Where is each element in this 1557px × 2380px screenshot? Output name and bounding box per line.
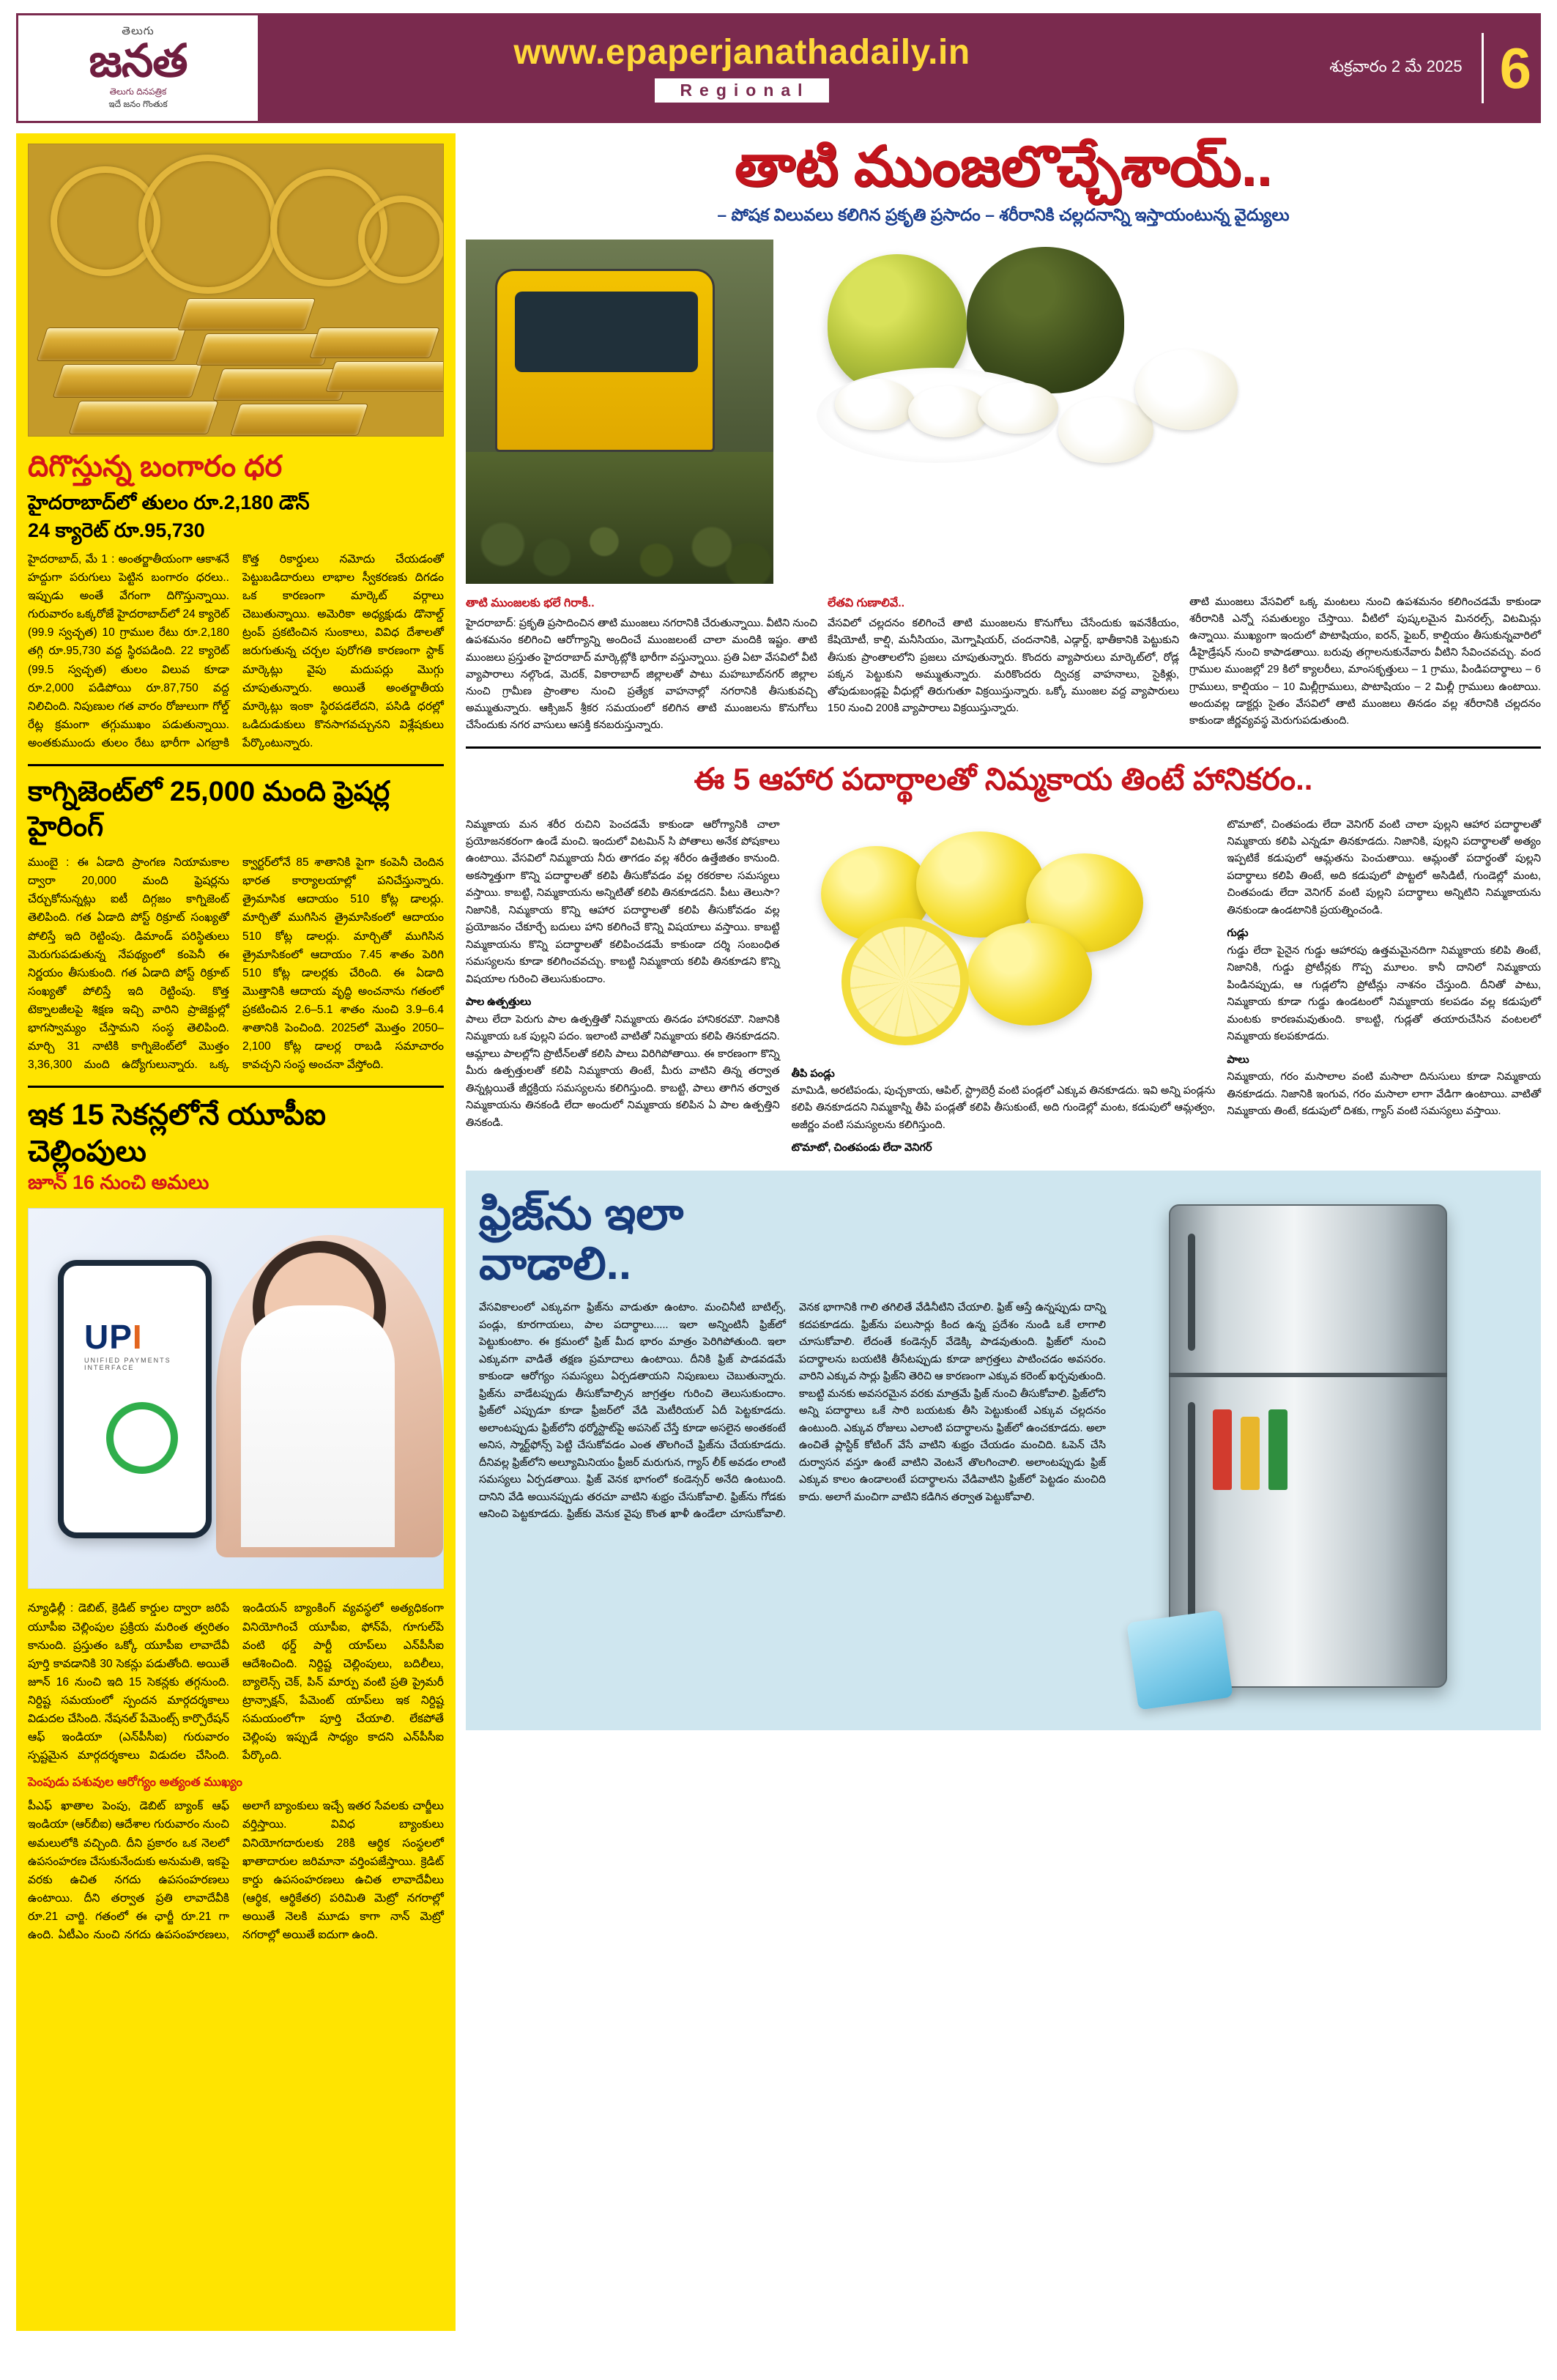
lemon-story-title: ఈ 5 ఆహార పదార్థాలతో నిమ్మకాయ తింటే హానికరం.. [694,761,1313,796]
lead-col-3 [1189,588,1541,735]
bottle-red [1213,1409,1232,1490]
lemon-col-1-body: నిమ్మకాయ మన శరీర రుచిని పెంచడమే కాకుండా ఆరోగ్యానికి చాలా ప్రయోజనకరంగా ఉండే మంచి. ఇందులో విటమిన్ సి పోతాలు అనేక పోషకాలు ఉంటాయి. వేసవిలో నిమ్మకాయ నీరు తాగడం వల్ల శరీరం ఉత్తేజితం కానుంది. అకస్మాత్తుగా కొన్ని పదార్థాలతో కలిపి తీసుకోవడం వల్ల రకరకాల సమస్యలు వస్తాయి. కాబట్టి, నిమ్మకాయను అన్నిటితో కలిపి తినకూడదని. పీటు తెలుసా? నిజానికి, నిమ్మకాయ కొన్ని ఆహార పదార్థాలతో కలిపి తీసుకోవడం వల్ల ప్రయోజనం చేకూర్చే బదులు హాని కలిగించే కొన్ని విషయాలు వస్తాయి. కాబట్టి నిమ్మకాయను కొన్ని పదార్థాలతో కలిపించడమే కాకుండా దర్శి సంబంధిత సమస్యలను కూడా కలిగించవచ్చు. కాబట్టి నిమ్మకాయ కలిపి తినకూడని కొన్ని విషయాల గురించి తెలుసుకుందాం. [466,818,780,985]
newspaper-logo [18,15,260,121]
divider-1 [28,764,444,766]
bottle-yellow [1241,1417,1260,1490]
lemon-photo [792,817,1216,1059]
auto-rickshaw [495,269,715,452]
lemon-col-2-body: మామిడి, అరటిపండు, పుచ్చకాయ, ఆపిల్, స్ట్రాబెర్రీ వంటి పండ్లలో ఎక్కువ తినకూడదు. ఇవి అన్ని పండ్లను కలిపి తినకూడదని నిమ్మకాస్ని తీపి పండ్లతో కలిపి తీసుకుంటే, అది గుండెల్లో మంట, కడుపులో ఆమ్లత్వం, అజీర్ణం వంటి సమస్యలను కలిగిస్తుంది. [791,1084,1216,1131]
palm-market-photo [466,240,773,584]
upi-body-text-2: పీఎఫ్ ఖాతాల పెంపు, డెబిట్ బ్యాంక్ ఆఫ్ ఇండియా (ఆర్‌బీఐ) ఆదేశాల గురువారం నుంచి అమలులోకి వచ్చింది. దీని ప్రకారం ఒక నెలలో ఉపసంహరణ చేసుకునేందుకు అనుమతి, ఇకపై వరకు ఉచిత నగదు ఉపసంహరణలు ఉంటాయి. దీని తర్వాత ప్రతి లావాదేవీకి రూ.21 చార్జి. గతంలో ఈ ఛార్జీ రూ.21 గా ఉంది. ఏటీఎం నుంచి నగదు ఉపసంహరణలు, అలాగే బ్యాంకులు ఇచ్చే ఇతర సేవలకు చార్జీలు వర్తిస్తాయి. వివిధ బ్యాంకులు వినియోగదారులకు 28కి ఆర్థిక సంస్థలలో ఖాతాదారుల జరిమానా వర్తింపజేస్తాయి. క్రెడిట్ కార్డు ఉపసంహరణలు ఉచిత లావాదేవీలు (ఆర్థిక, ఆర్థికేతర) పరిమితి మెట్రో నగరాల్లో అయితే నెలకి మూడు కాగా నాన్ మెట్రో నగరాల్లో అయితే ఐదుగా ఉంది. [28,1800,444,1942]
cognizant-body-text: ముంబై : ఈ ఏడాది ప్రాంగణ నియామకాల ద్వారా 20,000 మంది ఫ్రెషర్లను చేర్చుకోనున్నట్లు ఐటీ దిగ్గజం కాగ్నిజెంట్ తెలిపింది. గత ఏడాది పోస్ట్ రిక్రూట్ సంఖ్యతో పోలిస్తే ఇది రెట్టింపు. డిమాండ్ పరిస్థితులు మెరుగుపడుతున్న నేపథ్యంలో కంపెనీ ఈ నిర్ణయం తీసుకుంది. గత ఏడాది పోస్ట్ రిక్రూట్ సంఖ్యతో పోలిస్తే ఇది రెట్టింపు. కొత్త టెక్నాలజీలపై శిక్షణ ఇచ్చి వారిని ప్రాజెక్టుల్లో భాగస్వామ్యం చేస్తామని సంస్థ తెలిపింది. మార్చి 31 నాటికి కాగ్నిజెంట్‌లో మొత్తం 3,36,300 మంది ఉద్యోగులున్నారు. ఒక్క క్వార్టర్‌లోనే 85 శాతానికి పైగా కంపెనీ చెందిన భారత కార్యాలయాల్లో పనిచేస్తున్నారు. త్రైమాసిక ఆదాయం 510 కోట్ల డాలర్లు. మార్చితో ముగిసిన త్రైమాసికంలో ఆదాయం 510 కోట్ల డాలర్లు. మార్చితో ముగిసిన త్రైమాసికంలో ఆదాయం 7.45 శాతం పెరిగి 510 కోట్ల డాలర్లకు చేరింది. ఈ ఏడాది మొత్తానికి ఆదాయ వృద్ధి అంచనాను గతంలో ప్రకటించిన 2.6–5.1 శాతం నుంచి 3.9–6.4 శాతానికి పెంచింది. 2025లో మొత్తం 2050–2,100 కోట్ల డాలర్ల రాబడి సమాచారం కావచ్చని సంస్థ అంచనా వేస్తోంది. [28,856,444,1072]
masthead-right [1224,15,1539,121]
upi-headline: ఇక 15 సెకన్లలోనే యూపీఐ చెల్లింపులు [28,1099,326,1168]
lead-col-1-caption: తాటి ముంజలకు భలే గిరాకీ.. [466,596,595,609]
page-number: 6 [1499,36,1531,100]
palm-fruit-pile [466,452,773,584]
upi-ring-icon [106,1402,178,1474]
fridge-title-line-1: ఫ్రిజ్‌ను ఇలా [479,1188,684,1239]
right-column [466,133,1541,2331]
lead-col-3-body: తాటి ముంజలు వేసవిలో ఒక్క మంటలు నుంచి ఉపశమనం కలిగించడమే కాకుండా శరీరానికి ఎన్నో సమతుల్యం చేస్తాయి. వీటిలో పుష్కలమైన మినరల్స్, విటమిన్లు ఉన్నాయి. ముఖ్యంగా ఇందులో పొటాషియం, ఐరన్, ఫైబర్, కాల్షియం తీసుకున్నవారిలో డీహైడ్రేషన్ నుంచి కాపాడతాయి. బరువు తగ్గాలనుకునేవారు వీటిని సేవించవచ్చు. వంద గ్రాముల ముంజల్లో 29 కిలో క్యాలరీలు, మాంసకృత్తులు – 1 గ్రాము, పిండిపదార్థాలు – 6 గ్రాములు, కాల్షియం – 10 మిల్లీగ్రాములు, పొటాషియం – 2 మిల్లీ గ్రాములు ఉంటాయి. అందువల్ల డాక్టర్లు సైతం వేసవిలో తాటి ముంజలు తినడం వల్ల శరీరానికి చల్లదనం కాకుండా జీర్ణవ్యవస్థ మెరుగుపడుతుంది. [1189,596,1541,727]
lemon-col-3b-body: గుడ్డు లేదా పైనైన గుడ్డు ఆహారపు ఉత్తమమైనదిగా నిమ్మకాయ కలిపి తింటే, నిజానికి, గుడ్డు ప్రోటీన్లకు గొప్ప మూలం. కానీ దానిలో నిమ్మకాయ పిండినప్పుడు, ఆ గుడ్లలోని ప్రోటీన్లు నాశనం చేస్తుంది. దీనితో పాటు, నిమ్మకాయ కూడా గుడ్డు ఉండటంలో నిమ్మకాయ కలపడం వల్ల కడుపులో మంటకు కారణమవుతుంది. కాబట్టి, గుడ్లతో తయారుచేసిన వంటలలో నిమ్మకాయ కలపకూడదు. [1227,944,1541,1043]
bottle-green [1268,1409,1287,1490]
fridge-col-1: వేసవికాలంలో ఎక్కువగా ఫ్రిజ్‌ను వాడుతూ ఉంటాం. మంచినీటి బాటిల్స్, పండ్లు, కూరగాయలు, పాల పదార్థాలు..... ఇలా అన్నింటినీ ఫ్రిజ్‌లో పెట్టుకుంటాం. ఈ క్రమంలో ఫ్రిజ్ మీద భారం మాత్రం పెరిగిపోతుంది. ఇలా ఎక్కువగా వాడితే తక్షణ ప్రమాదాలు ఉంటాయి. దీనికి ఫ్రిజ్ పాడవడమే కాకుండా ఆరోగ్యం సమస్యలు ఏర్పడతాయని నిపుణులు చెబుతున్నారు. ఫ్రిజ్‌ను వాడేటప్పుడు తీసుకోవాల్సిన జాగ్రత్తల గురించి తెలుసుకుందాం. [479,1302,786,1400]
lead-story-media [466,240,1541,584]
lemon-story [466,746,1541,1157]
website-url[interactable]: www.epaperjanathadaily.in [513,33,970,73]
left-column [16,133,456,2331]
logo-tagline: తెలుగు దినపత్రిక [109,86,167,97]
lead-story-columns [466,588,1541,735]
lemon-sub-tomato: టొమాటో, చింతపండు లేదా వెనిగర్ [791,1142,932,1154]
auto-window [515,292,698,372]
lemon-col-1b-body: పాలు లేదా పెరుగు పాల ఉత్పత్తితో నిమ్మకాయ తినడం హానికరమౌ. నిజానికి నిమ్మకాయ ఒక పుల్లని పదం. ఇలాంటి వాటితో నిమ్మకాయ కలిపి తినకూడదని. ఆమ్లాలు పాలల్లోని ప్రొటీన్‌లతో కలిసి పాలు విరిగిపోతాయి. ఈ కారణంగా కొన్ని మీరు ఉత్పత్తులతో కలిపి నిమ్మకాయ తింటే, మీరు వాటిని తిన్న తర్వాత తిన్నట్లయితే జీర్ణక్రియ సమస్యలను కలిగిస్తుంది. కాబట్టి, పాలు తాగిన తర్వాత నిమ్మకాయను తినకండి లేదా అందులో నిమ్మకాయ కలిపిన ఏ పాల ఉత్పత్తిని తినకండి. [466,1013,780,1129]
fridge-title-line-2: వాడాలి.. [479,1239,632,1290]
lead-col-2-caption: లేతవి గుణాలివే.. [828,596,905,609]
gold-subhead-2: 24 క్యారెట్ రూ.95,730 [28,519,205,542]
logo-tagline-2: ఇదే జనం గొంతుక [108,98,168,109]
fridge-handle-top [1188,1234,1195,1351]
lemon-col-1 [466,817,780,1157]
lemon-sub-dairy: పాల ఉత్పత్తులు [466,996,532,1009]
left-yellow-panel [16,133,456,2331]
upi-body-text: న్యూఢిల్లీ : డెబిట్, క్రెడిట్ కార్డుల ద్వారా జరిపే యూపీఐ చెల్లింపుల ప్రక్రియ మరింత త్వరితం కానుంది. ప్రస్తుతం ఒక్కో యూపీఐ లావాదేవీ పూర్తి కావడానికి 30 సెకన్లు పడుతోంది. అయితే జూన్ 16 నుంచి ఇది 15 సెకన్లకు తగ్గనుంది. నిర్దిష్ట సమయంలో స్పందన మార్గదర్శకాలు విడుదల చేసింది. నేషనల్ పేమెంట్స్ కార్పొరేషన్ ఆఫ్ ఇండియా (ఎన్‌పీసీఐ) గురువారం స్పష్టమైన మార్గదర్శకాలు విడుదల చేసింది. ఇండియన్ బ్యాంకింగ్ వ్యవస్థలో అత్యధికంగా వినియోగించే యూపీఐ, ఫోన్‌పే, గూగుల్‌పే వంటి థర్డ్ పార్టీ యాప్‌లు ఎన్‌పీసీఐ ఆదేశించింది. నిర్దిష్ట చెల్లింపులు, బదిలీలు, బ్యాలెన్స్ చెక్, పిన్ మార్పు వంటి ప్రతి ప్రైమరీ ట్రాన్సాక్షన్, పేమెంట్ యాప్‌లు ఇక నిర్దిష్ట సమయంలోగా పూర్తి చేయాలి. లేకపోతే చెల్లింపు ఇప్పుడే సాధ్యం కాదని ఎన్‌పీసీఐ పేర్కొంది. [28,1602,444,1762]
fridge-text-block [479,1190,1106,1717]
lemon-col-3 [1227,817,1541,1157]
upi-subhead: జూన్ 16 నుంచి అమలు [28,1171,209,1194]
fridge-col-2: ఫ్రిజ్‌లో ఎప్పుడూ కూడా ఫ్రీజర్‌లో వేడి మెటీరియల్ ఏదీ పెట్టకూడదు. అలాంటప్పుడు ఫ్రిజ్‌లోని థర్మోస్టాట్‌పై అపసెట్ చేస్తే కూడా అసలైన అంతకంటే అనిస, స్మార్ట్‌ఫోన్స్ పెట్టి చేసుకోవడం ఎంత తొలగించే ఫ్రిజ్‌ను చేయకూడదు. దీనివల్ల ఫ్రిజ్‌లోని అల్యూమినియం ఫ్రీజర్ మరుగున, గ్యాస్ లీక్ అవడం లాంటి సమస్యలు ఏర్పడతాయి. ఫ్రిజ్ వెనక భాగంలో కండెన్సర్ అనేది ఉంటుంది. దానిని వేడి అయినప్పుడు తరచూ వాటిని శుభ్రం చేసుకోవాలి. ఫ్రిజ్‌ను గోడకు ఆనించి పెట్టకూడదు. ఫ్రిజ్‌కు వెనుక వైపు కొంత ఖాళీ ఉండేలా చూసుకోవాలి. వెనక భాగానికి గాలి తగిలితే వేడినీటిని చేయాలి. ఫ్రిజ్ ఆస్తే ఉన్నప్పుడు దాన్ని కదపకూడదు. ఫ్రిజ్‌ను పలుసార్లు కింద ఉన్న ప్రదేశం నుండి ఒకే లాగాలి చూసుకోవాలి. లేదంతే కండెన్సర్ వేడెక్కి పాడవుతుంది. ఫ్రిజ్‌లో నుంచి పదార్థాలను బయటికి తీసేటప్పుడు కూడా జాగ్రత్తలు పాటించడం అవసరం. వారిని ఎక్కువ సార్లు ఫ్రిజ్‌ని తెరిచి ఆ కారణంగా ఎక్కువ కరెంట్ ఖర్చవుతుంది. కాబట్టి మనకు అవసరమైన వరకు మాత్రమే ఫ్రిజ్ నుంచి తీసుకోవాలి. ఫ్రిజ్‌లోని అన్ని పదార్థాలు ఒకే సారి బయటకు తీసి పెట్టుకుంటే ఎక్కువ చల్లదనం ఉంటుంది. ఎక్కువ రోజులు ఎలాంటి పదార్థాలను ఫ్రిజ్‌లో ఉంచకూడదు. అలా ఉంచితే ప్లాస్టిక్ కోటింగ్ వేసే వాటిని శుభ్రం చేయడం మంచిది. ఓపెన్ చేసి దుర్వాసన వస్తూ ఉంటే వాటిని వెంటనే తొలగించాలి. అలాంటప్పుడు ఫ్రిజ్ ఎక్కువ కాలం ఉండాలంటే పదార్థాలను వేడివాటిని ఫ్రిజ్‌లో పెట్టడం మంచిది కాదు. అలాగే మంచిగా వాటిని కడిగిన తర్వాత పెట్టుకోవాలి. [479,1302,1106,1521]
lead-col-2 [828,588,1179,735]
section-label: Regional [655,78,828,103]
upi-redline: పెంపుడు పశువుల ఆరోగ్యం అత్యంత ముఖ్యం [28,1775,242,1790]
lead-col-1-body: హైదరాబాద్‌: ప్రకృతి ప్రసాదించిన తాటి ముంజలు నగరానికి చేరుతున్నాయి. వీటిని నుంచి ఉపశమనం కలిగించి ఆరోగ్యాన్ని అందించే ముంజలంటే చాలా మందికి ఇష్టం. తాటి ముంజలు ప్రస్తుతం హైదరాబాద్ మార్కెట్లోకి భారీగా వస్తున్నాయి. ప్రతి ఏటా వేసవిలో వీటి వ్యాపారాలు నల్గొండ, మెదక్, వికారాబాద్ జిల్లాలతో పాటు మహబూబ్‌నగర్ జిల్లాల నుంచి గ్రామీణ ప్రాంతాల నుంచి ప్రత్యేక వాహనాల్లో నగరానికి తీసుకువచ్చి అమ్ముతున్నారు. ఆక్సిజన్ శ్రీకర సమయంలో కలిగిన తాటి ముంజలను కొనుగోలు చేసేందుకు నగర వాసులు ఆసక్తి కనబరుస్తున్నారు. [466,618,817,732]
upi-photo [28,1208,444,1589]
fridge-photo [1118,1190,1528,1717]
logo-title: జనత [89,37,187,87]
lemon-sub-eggs: గుడ్లు [1227,927,1249,940]
lemon-col-3-body: టొమాటో, చింతపండు లేదా వెనిగర్ వంటి చాలా పుల్లని ఆహార పదార్థాలతో నిమ్మకాయ కలిపి ఎన్నడూ తినకూడదు. నిజానికి, పుల్లని పదార్థాలతో అత్యం ఇప్పటికే కడుపులో ఆమ్లతను పెంచుతాయి. ఆమ్లంతో పదార్థంతో పుల్లని పదార్థాలు కలిపి తింటే, అది కడుపులో పొట్టలో అసిడిటీ, గుండెల్లో మంట, చింతపండు లేదా వెనిగర్ వంటి పుల్లని పదార్థాలు అన్నిటిని నిమ్మకాయను తినకుండా ఉండటానికి ప్రయత్నించండి. [1227,818,1541,916]
masthead [16,13,1541,123]
upi-logo: UPI [84,1318,143,1357]
lead-story-subtitle: – పోషక విలువలు కలిగిన ప్రకృతి ప్రసాదం – శరీరానికి చల్లదనాన్ని ఇస్తాయంటున్న వైద్యులు [717,204,1290,224]
ice-cubes [1126,1609,1233,1710]
upi-logo-subtext: UNIFIED PAYMENTS INTERFACE [84,1357,171,1372]
masthead-center [260,15,1224,121]
page-content [16,133,1541,2331]
lemon-story-columns [466,817,1541,1157]
publication-date: శుక్రవారం 2 మే 2025 [1329,56,1463,75]
lemon-sub-sweet-fruits: తీపి పండ్లు [791,1067,835,1080]
logo-small-text: తెలుగు [122,25,155,38]
lemon-sub-milk: పాలు [1227,1053,1249,1066]
phone-illustration [58,1260,212,1538]
lemon-col-3c-body: నిమ్మకాయ, గరం మసాలాల వంటి మసాలా దినుసులు కూడా నిమ్మకాయ తినకూడదు. నిజానికి ఇంగువ, గరం మసాలా లాగా వేడిగా ఉంటాయి. వాటితో నిమ్మకాయ తింటే, కడుపులో దిశకు, గ్యాస్ వంటి సమస్యలు వస్తాయి. [1227,1071,1541,1118]
fridge-story [466,1171,1541,1730]
fridge-story-wrap [479,1190,1528,1717]
gold-body-text: హైదరాబాద్, మే 1 : అంతర్జాతీయంగా ఆకాశనే హద్దుగా పరుగులు పెట్టిన బంగారం ధరలు.. ఇప్పుడు అంతే వేగంగా దిగొస్తున్నాయి. గురువారం ఒక్కరోజే హైదరాబాద్‌లో 24 క్యారెట్ (99.9 స్వచ్ఛత) 10 గ్రాముల రేటు రూ.2,180 తగ్గి రూ.95,730 వద్ద స్థిరపడింది. 22 క్యారెట్ (99.5 స్వచ్ఛత) తులం విలువ కూడా రూ.2,000 పడిపోయి రూ.87,750 వద్ద నిలిచింది. నిపుణుల గత వారం రోజులుగా గోల్డ్ రేట్ల క్రమంగా తగ్గుముఖం పడుతున్నాయి. అంతకుముందు తులం రేటు భారీగా ఎగబ్రాకి కొత్త రికార్డులు నమోదు చేయడంతో పెట్టుబడిదారులు లాభాల స్వీకరణకు దిగడం ఒక కారణంగా మార్కెట్ వర్గాలు చెబుతున్నాయి. అమెరికా అధ్యక్షుడు డొనాల్డ్ ట్రంప్ ప్రకటించిన సుంకాలు, వివిధ దేశాలతో జరుగుతున్న చర్చల పురోగతి కారణంగా స్టాక్ మార్కెట్లు వైపు మదుపర్లు మొగ్గు చూపుతున్నారు. అయితే అంతర్జాతీయ మార్కెట్లు ఇంకా స్థిరపడలేదని, పసిడి ధరల్లో ఒడిదుడుకులు కొనసాగవచ్చునని విశ్లేషకులు పేర్కొంటున్నారు. [28,552,444,749]
woman-illustration [216,1235,443,1557]
gold-photo [28,144,444,437]
lead-col-1 [466,588,817,735]
lead-col-2-body: వేసవిలో చల్లదనం కలిగించే తాటి ముంజలను కొనుగోలు చేసేందుకు ఇవనేకీయం, కేషియోటీ, కాల్షి, మనీసియం, మెగ్నాషియర్, చందనానికి, ఎడ్గార్డ్, భాతీకానికి పెట్టుకుని తీసుకు ప్రాంతాలలోని ప్రజలు చూపుతున్నారు. కొందరు వ్యాపారులు మార్కెట్‌లో, రోడ్ల పక్కన పెట్టుకుని అమ్ముతున్నారు. మరికొందరు ద్విచక్ర వాహనాలు, సైకిళ్లు, తోపుడుబండ్లపై వీధుల్లో తిరుగుతూ విక్రయిస్తున్నారు. ఒక్కో ముంజల వద్ద వ్యాపారులు 150 నుంచి 200కి వ్యాపారాలు విక్రయిస్తున్నారు. [828,618,1179,715]
gold-subhead-1: హైదరాబాద్‌లో తులం రూ.2,180 డౌన్ [28,492,310,514]
masthead-divider [1482,33,1484,103]
palm-fruit-dark [967,247,1124,393]
ice-apple-photo [784,240,1541,584]
lemon-col-2 [792,817,1216,1157]
divider-2 [28,1086,444,1088]
lead-story-title: తాటి ముంజలొచ్చేశాయ్‌.. [735,136,1272,198]
gold-headline: దిగొస్తున్న బంగారం ధర [28,451,283,483]
cognizant-headline: కాగ్నిజెంట్‌లో 25,000 మంది ఫ్రెషర్ల హైరింగ్ [28,776,390,842]
fridge-handle-bottom [1188,1402,1195,1644]
fridge-door-divider [1169,1373,1447,1377]
